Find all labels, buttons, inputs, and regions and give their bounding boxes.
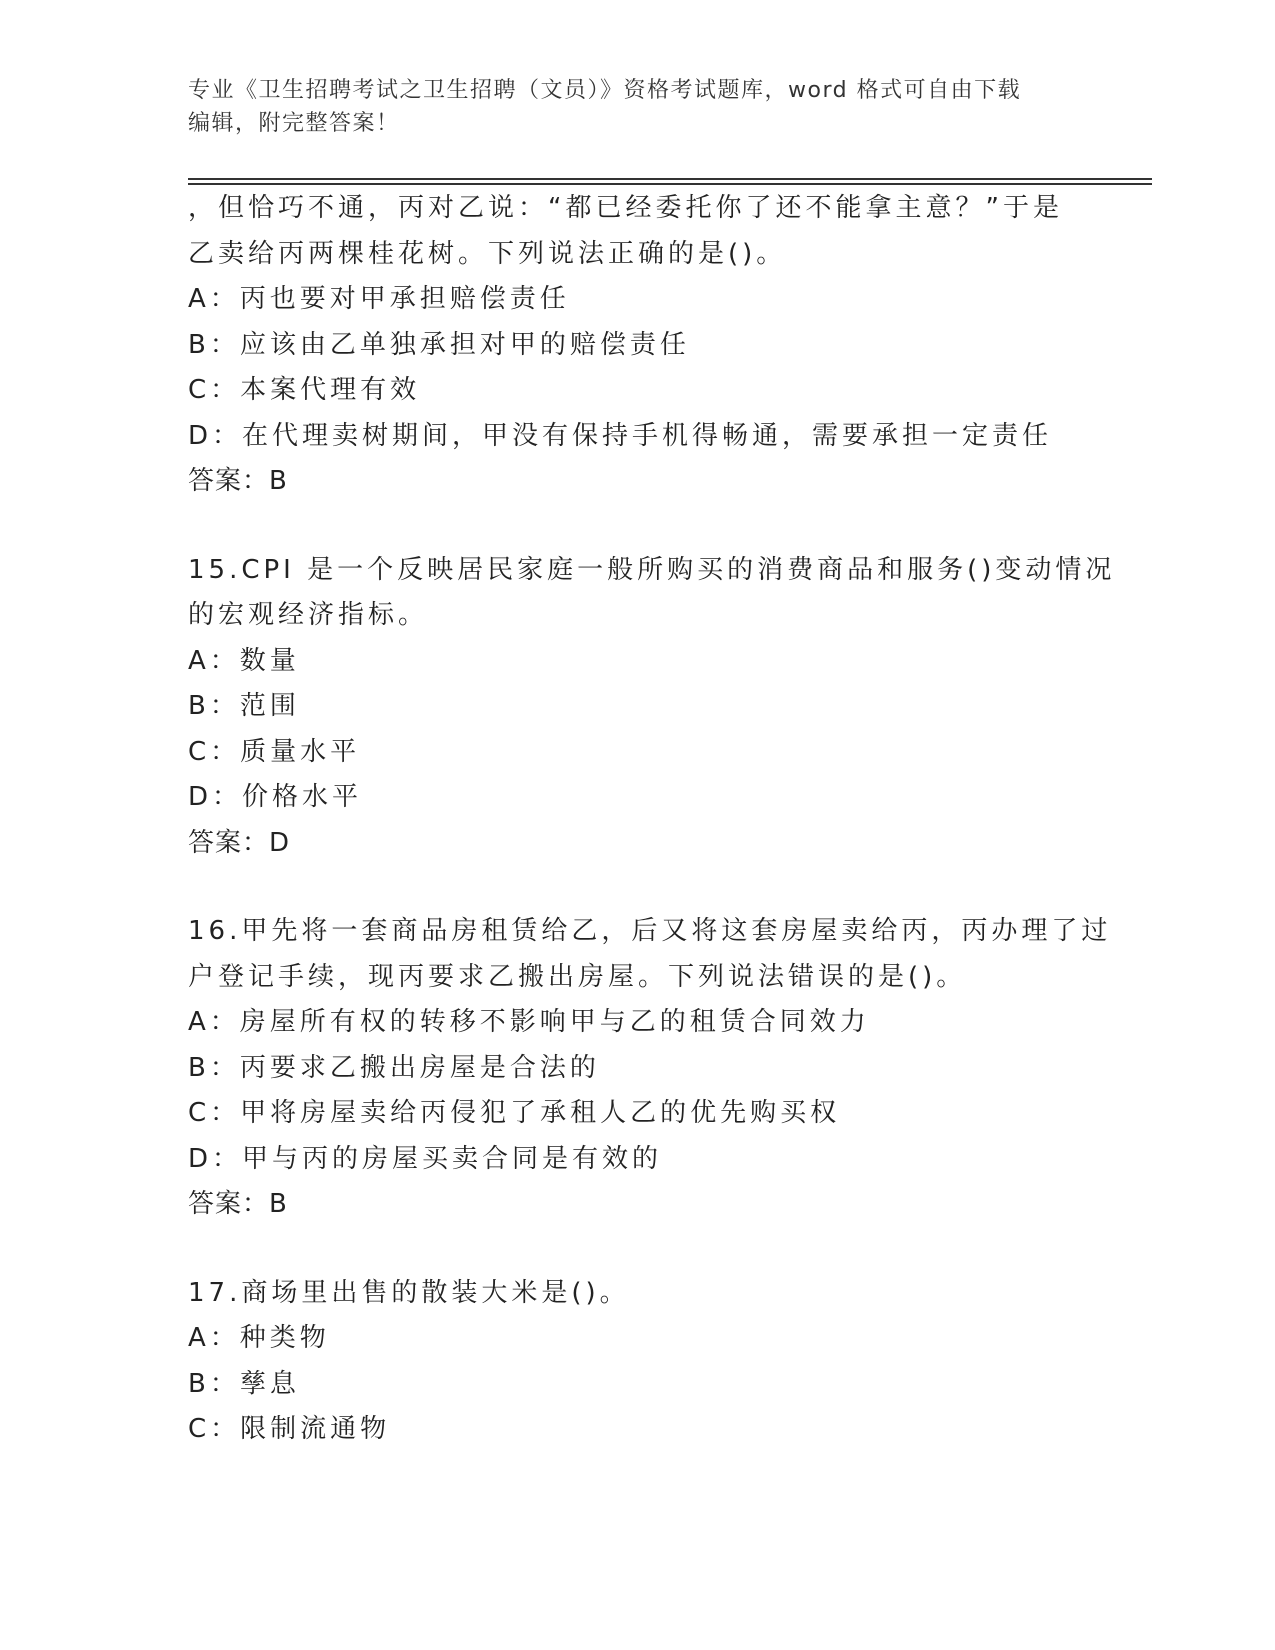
option-label: B： — [188, 329, 240, 360]
option-label: D： — [188, 420, 243, 451]
option-text: 数量 — [239, 645, 300, 676]
question-stem-line: 16.甲先将一套商品房租赁给乙，后又将这套房屋卖给丙，丙办理了过 — [188, 916, 1112, 946]
question-stem-line: 的宏观经济指标。 — [188, 600, 429, 630]
answer-line: 答案：B — [188, 466, 288, 496]
spacer — [188, 1228, 1128, 1271]
option-text: 丙也要对甲承担赔偿责任 — [239, 284, 570, 314]
option-text: 房屋所有权的转移不影响甲与乙的租赁合同效力 — [239, 1007, 870, 1037]
option-text: 限制流通物 — [240, 1414, 391, 1444]
option-b — [188, 1362, 1128, 1408]
question-block-15 — [188, 548, 1128, 867]
option-text: 在代理卖树期间，甲没有保持手机得畅通，需要承担一定责任 — [242, 420, 1053, 451]
question-stem-line: 17.商场里出售的散装大米是()。 — [188, 1277, 630, 1308]
header-rule-bottom — [188, 183, 1152, 185]
option-label: A： — [188, 284, 240, 314]
option-text: 孳息 — [239, 1368, 300, 1399]
option-label: B： — [188, 691, 240, 721]
option-a — [188, 639, 1128, 685]
option-c — [188, 730, 1128, 776]
option-c — [188, 1091, 1128, 1137]
option-a — [188, 277, 1128, 323]
option-label: C： — [188, 375, 241, 405]
question-stem-line: 15.CPI 是一个反映居民家庭一般所购买的消费商品和服务()变动情况 — [188, 554, 1116, 585]
option-label: C： — [188, 1098, 241, 1128]
question-stem-line: ，但恰巧不通，丙对乙说：“都已经委托你了还不能拿主意？”于是 — [188, 193, 1063, 223]
option-label: A： — [188, 645, 240, 676]
option-label: C： — [188, 736, 241, 767]
option-b — [188, 684, 1128, 730]
answer-line: 答案：B — [188, 1189, 288, 1219]
answer-line: 答案：D — [188, 827, 291, 858]
header-line-1: 专业《卫生招聘考试之卫生招聘（文员）》资格考试题库，word 格式可自由下载 — [188, 78, 1022, 103]
question-block-17 — [188, 1271, 1128, 1453]
option-text: 范围 — [239, 691, 300, 721]
option-text: 丙要求乙搬出房屋是合法的 — [239, 1052, 600, 1083]
option-c — [188, 1407, 1128, 1453]
document-header — [188, 74, 1088, 140]
option-text: 甲与丙的房屋买卖合同是有效的 — [242, 1143, 663, 1174]
option-label: D： — [188, 782, 243, 812]
question-stem-line: 乙卖给丙两棵桂花树。下列说法正确的是()。 — [188, 238, 787, 269]
option-label: B： — [188, 1052, 240, 1083]
option-text: 甲将房屋卖给丙侵犯了承租人乙的优先购买权 — [240, 1098, 841, 1128]
header-rule-top — [188, 178, 1152, 180]
option-a — [188, 1000, 1128, 1046]
spacer — [188, 505, 1128, 548]
option-d — [188, 1137, 1128, 1183]
option-label: B： — [188, 1368, 240, 1399]
option-d — [188, 414, 1128, 460]
question-block-16 — [188, 909, 1128, 1228]
question-list — [188, 186, 1128, 1453]
option-label: A： — [188, 1007, 240, 1037]
option-text: 价格水平 — [242, 782, 363, 812]
question-block-continued — [188, 186, 1128, 505]
option-text: 质量水平 — [240, 736, 361, 767]
spacer — [188, 866, 1128, 909]
option-b — [188, 323, 1128, 369]
option-d — [188, 775, 1128, 821]
option-label: C： — [188, 1414, 241, 1444]
option-text: 种类物 — [239, 1323, 330, 1353]
option-a — [188, 1316, 1128, 1362]
option-b — [188, 1046, 1128, 1092]
option-label: A： — [188, 1323, 240, 1353]
option-text: 应该由乙单独承担对甲的赔偿责任 — [239, 329, 690, 360]
option-label: D： — [188, 1143, 243, 1174]
header-line-2: 编辑，附完整答案！ — [188, 111, 400, 136]
option-c — [188, 368, 1128, 414]
option-text: 本案代理有效 — [240, 375, 421, 405]
question-stem-line: 户登记手续，现丙要求乙搬出房屋。下列说法错误的是()。 — [188, 961, 967, 992]
